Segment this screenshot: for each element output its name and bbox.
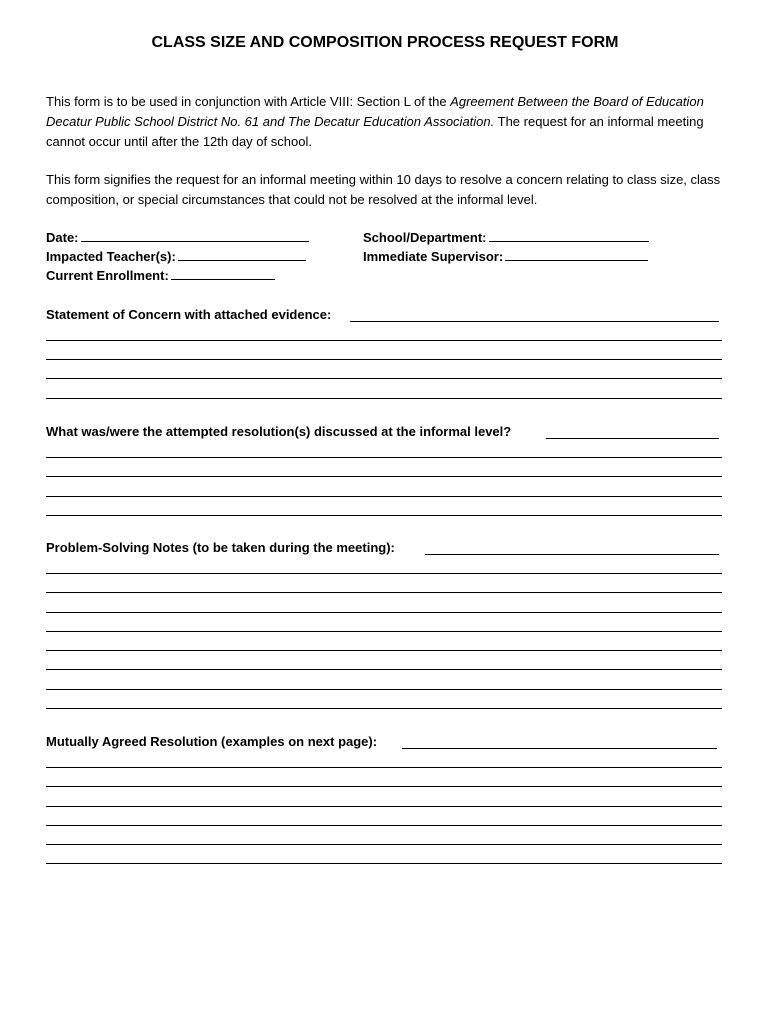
agreement-line[interactable] — [46, 786, 722, 787]
current-enrollment-field — [46, 266, 275, 286]
school-department-label: School/Department: — [363, 230, 487, 245]
statement-line[interactable] — [46, 378, 722, 379]
intro-text-part1: This form is to be used in conjunction with Article VIII: Section L of the — [46, 94, 451, 109]
notes-line[interactable] — [46, 592, 722, 593]
resolution-line[interactable] — [46, 515, 722, 516]
attempted-resolutions-label: What was/were the attempted resolution(s) discussed at the informal level? — [46, 424, 512, 439]
mutually-agreed-resolution-label: Mutually Agreed Resolution (examples on next page): — [46, 734, 378, 749]
notes-line[interactable] — [46, 573, 722, 574]
problem-solving-notes-label: Problem-Solving Notes (to be taken during the meeting): — [46, 540, 395, 555]
current-enrollment-blank[interactable] — [171, 266, 275, 280]
notes-line[interactable] — [46, 708, 722, 709]
current-enrollment-label: Current Enrollment: — [46, 268, 169, 283]
impacted-teachers-label: Impacted Teacher(s): — [46, 249, 176, 264]
school-department-blank[interactable] — [489, 228, 649, 242]
immediate-supervisor-label: Immediate Supervisor: — [363, 249, 504, 264]
statement-line[interactable] — [46, 398, 722, 399]
agreement-line[interactable] — [46, 825, 722, 826]
agreement-title: Agreement Between the Board of Education Decatur Public School District No. 61 and The Decatur Education Association. — [46, 94, 704, 129]
impacted-teachers-blank[interactable] — [178, 247, 306, 261]
resolution-line[interactable] — [46, 457, 722, 458]
form-title: CLASS SIZE AND COMPOSITION PROCESS REQUEST FORM — [151, 34, 619, 51]
date-label: Date: — [46, 230, 79, 245]
intro-paragraph — [46, 92, 726, 152]
immediate-supervisor-blank[interactable] — [505, 247, 648, 261]
mutual-resolution-first-line[interactable] — [402, 748, 717, 749]
statement-of-concern-first-line[interactable] — [350, 321, 719, 322]
date-field — [46, 228, 309, 248]
resolution-line[interactable] — [46, 496, 722, 497]
date-blank[interactable] — [81, 228, 309, 242]
problem-solving-first-line[interactable] — [425, 554, 719, 555]
agreement-line[interactable] — [46, 767, 722, 768]
statement-line[interactable] — [46, 359, 722, 360]
agreement-line[interactable] — [46, 806, 722, 807]
intro-text-part2: The request for an informal meeting cannot occur until after the 12th day of school. — [46, 114, 704, 149]
attempted-resolutions-first-line[interactable] — [546, 438, 719, 439]
purpose-paragraph: This form signifies the request for an informal meeting within 10 days to resolve a concern relating to class size, class composition, or special circumstances that could not be resolved at the informal level. — [46, 172, 721, 207]
notes-line[interactable] — [46, 631, 722, 632]
impacted-teachers-field — [46, 247, 306, 267]
notes-line[interactable] — [46, 650, 722, 651]
notes-line[interactable] — [46, 612, 722, 613]
agreement-line[interactable] — [46, 863, 722, 864]
notes-line[interactable] — [46, 689, 722, 690]
statement-of-concern-label: Statement of Concern with attached evidence: — [46, 307, 332, 322]
resolution-line[interactable] — [46, 476, 722, 477]
notes-line[interactable] — [46, 669, 722, 670]
school-department-field — [363, 228, 649, 248]
immediate-supervisor-field — [363, 247, 648, 267]
agreement-line[interactable] — [46, 844, 722, 845]
statement-line[interactable] — [46, 340, 722, 341]
